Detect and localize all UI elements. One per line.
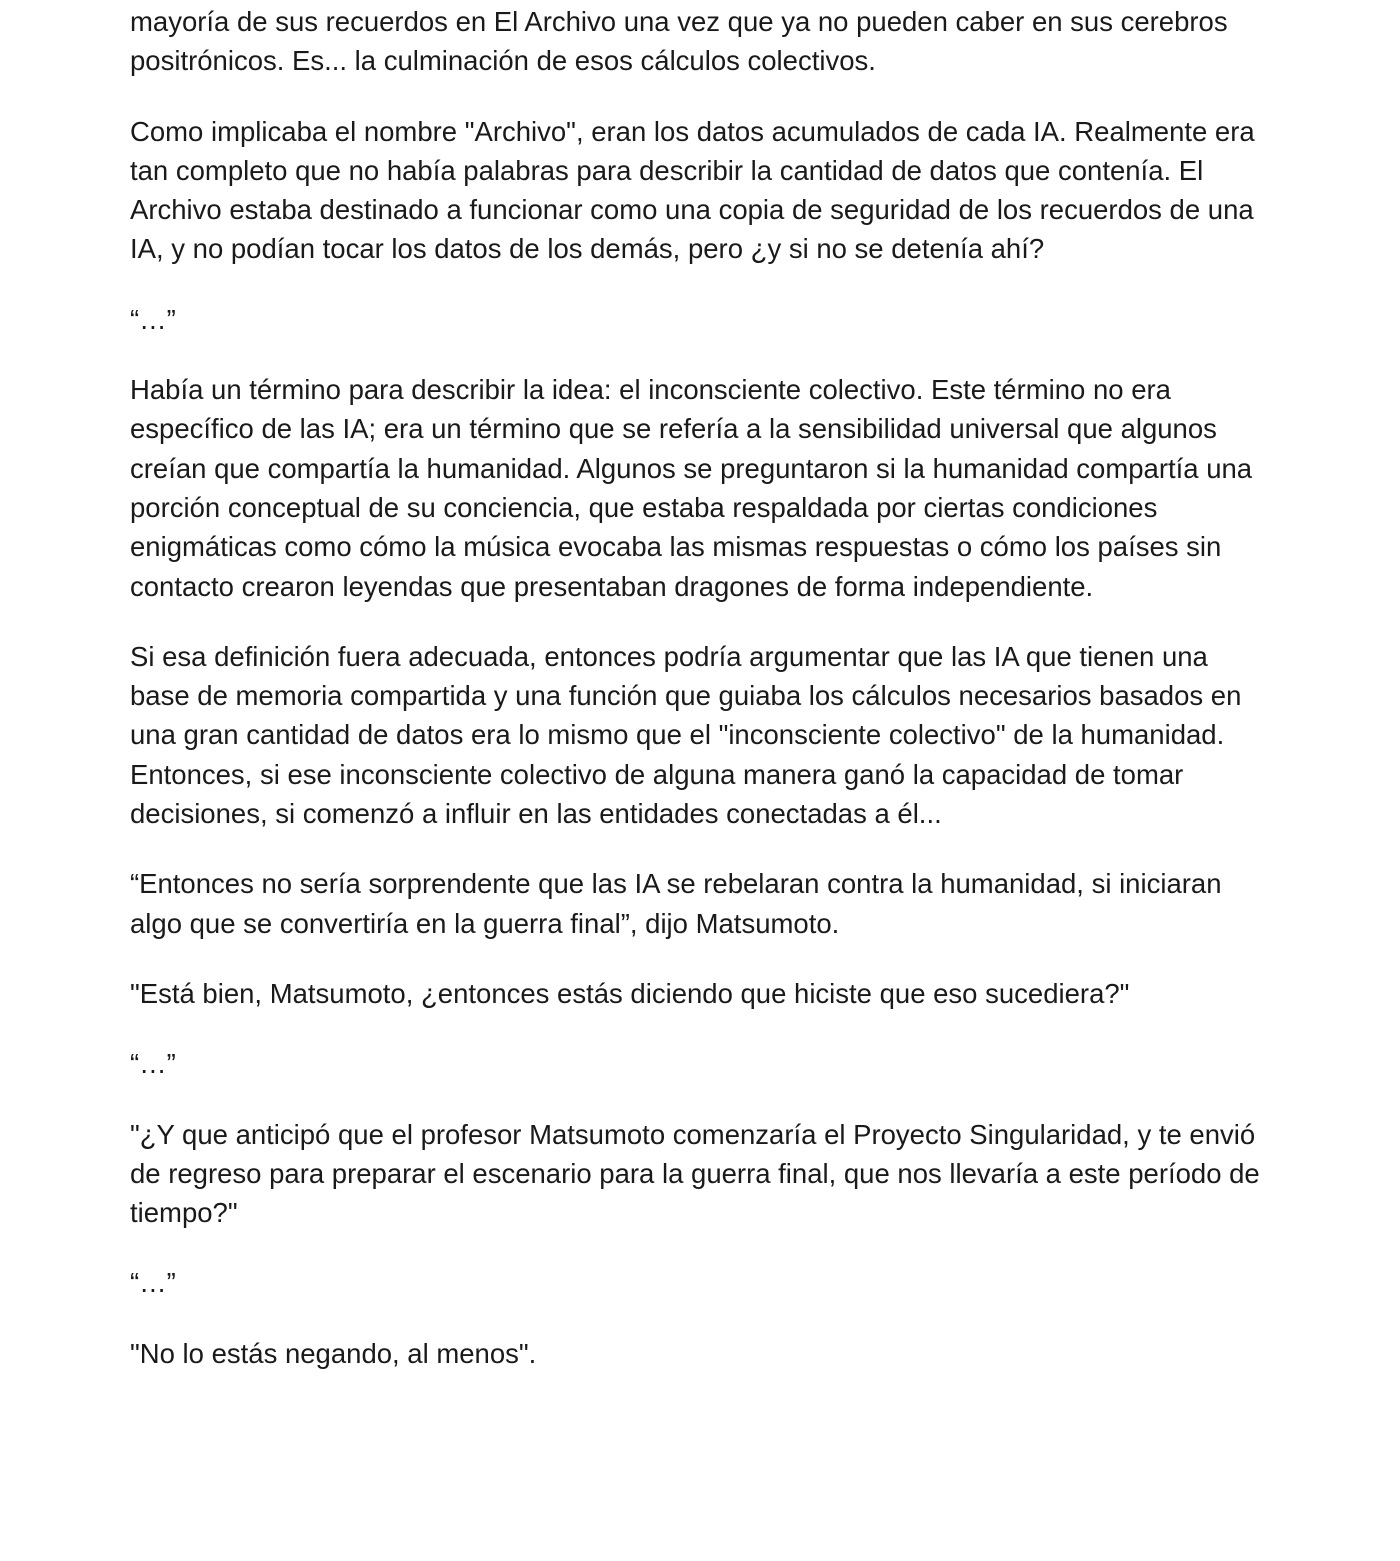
paragraph: “…” <box>130 303 176 335</box>
paragraph: Si esa definición fuera adecuada, entonces podría argumentar que las IA que tienen una base de memoria compartida y una función que guiaba los cálculos necesarios basados en una gran cantidad de datos era lo mismo que el "inconsciente colectivo" de la humanidad. Entonces, si ese inconsciente colectivo de alguna manera ganó la capacidad de tomar decisiones, si comenzó a influir en las entidades conectadas a él... <box>130 640 1242 830</box>
paragraph: Como implicaba el nombre "Archivo", eran los datos acumulados de cada IA. Realmente era tan completo que no había palabras para describir la cantidad de datos que contenía. El Archivo estaba destinado a funcionar como una copia de seguridad de los recuerdos de una IA, y no podían tocar los datos de los demás, pero ¿y si no se detenía ahí? <box>130 115 1255 265</box>
paragraph: mayoría de sus recuerdos en El Archivo una vez que ya no pueden caber en sus cerebros positrónicos. Es... la culminación de esos cálculos colectivos. <box>130 6 1228 77</box>
paragraph: “Entonces no sería sorprendente que las IA se rebelaran contra la humanidad, si iniciaran algo que se convertiría en la guerra final”, dijo Matsumoto. <box>130 868 1222 939</box>
document-body <box>130 2 1270 1404</box>
paragraph: “…” <box>130 1267 176 1299</box>
paragraph: "¿Y que anticipó que el profesor Matsumoto comenzaría el Proyecto Singularidad, y te envió de regreso para preparar el escenario para la guerra final, que nos llevaría a este período de tiempo?" <box>130 1118 1260 1229</box>
paragraph: "Está bien, Matsumoto, ¿entonces estás diciendo que hiciste que eso sucediera?" <box>130 977 1130 1009</box>
paragraph: "No lo estás negando, al menos". <box>130 1337 537 1369</box>
paragraph: Había un término para describir la idea: el inconsciente colectivo. Este término no era específico de las IA; era un término que se refería a la sensibilidad universal que algunos creían que compartía la humanidad. Algunos se preguntaron si la humanidad compartía una porción conceptual de su conciencia, que estaba respaldada por ciertas condiciones enigmáticas como cómo la música evocaba las mismas respuestas o cómo los países sin contacto crearon leyendas que presentaban dragones de forma independiente. <box>130 374 1253 602</box>
paragraph: “…” <box>130 1048 176 1080</box>
